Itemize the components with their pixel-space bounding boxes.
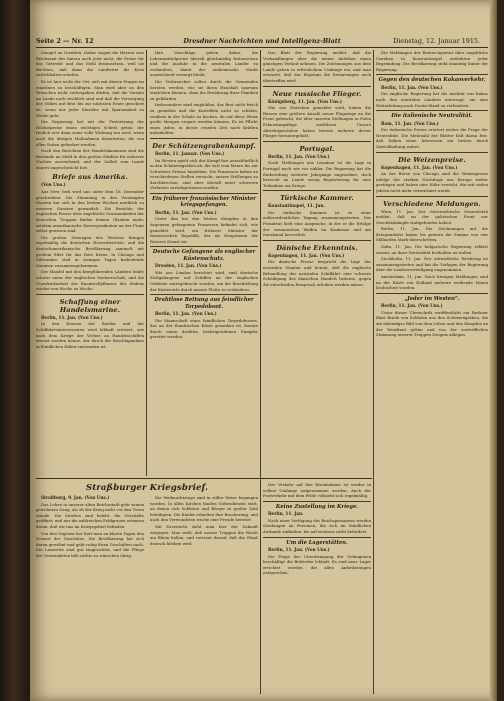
news-item: Sofia, 11. Jan. Die bulgarische Regierung erklärt erneut, an ihrer Neutralität festhalten zu wollen. (376, 244, 488, 255)
section-rule (150, 138, 258, 139)
article-paragraph: Es ist hier nicht der Ort, sich mit diesen Fragen im einzelnen zu beschäftigen. Man wird aber an den Tatsachen nicht vorbeigehen dürfen, daß die Vorräte im Lande noch reichlich sind und daß die Versorgung des Volkes mit Brot bis zur nächsten Ernte gesichert ist, wenn nur jeder Einzelne mit Sparsamkeit zu Werke geht. (36, 78, 144, 118)
dateline: Berlin, 11. Jan. (Von Uns.) (381, 303, 443, 309)
section-rule (376, 152, 488, 153)
page-edge (490, 0, 497, 701)
article-paragraph: Das Leben in unserer alten Reichsstadt geht seinen gewohnten Gang, als ob der Krieg nicht vor den Toren stünde. Die Straßen sind belebt, die Geschäfte geöffnet, und nur die zahlreichen Feldgrauen erinnern daran, daß wir uns im Kriegsgebiet befinden. (36, 501, 144, 529)
dateline: Berlin, 11. Jan. (Von Uns.) (155, 311, 217, 317)
section-rule (263, 86, 371, 87)
article-paragraph: Aus New York wird uns unter dem 18. Dezember geschrieben: Die Stimmung in den Vereinigten Staaten hat sich in den letzten Wochen merklich zu unseren Gunsten gewandelt. Die Berichte der englischen Presse über angebliche Grausamkeiten der deutschen Truppen finden keinen Glauben mehr, seitdem amerikanische Korrespondenten an der Front selbst gewesen sind. (36, 189, 144, 234)
dateline: (Von Uns.) (41, 182, 66, 188)
dateline: Königsberg, 11. Jan. (Von Uns.) (268, 98, 342, 104)
article-paragraph: Ihre Vorschläge gehen dahin, die Lebensmittelpreise überall gleichmäßig festzusetzen und die Ausfuhr in die neutralen Länder zu verhindern, damit der einheimische Markt ausreichend versorgt bleibt. (150, 50, 258, 78)
article-paragraph: Nach Meldungen aus Lissabon ist die Lage in Portugal nach wie vor unklar. Die Regierung hat die Einberufung weiterer Jahrgänge angeordnet, doch herrscht im Lande wenig Begeisterung für eine Teilnahme am Kriege. (263, 160, 371, 188)
section-rule (36, 294, 144, 295)
running-head (36, 36, 488, 48)
article-paragraph: An der Börse von Chicago sind die Weizenpreise infolge der starken Nachfrage aus Europa weiter gestiegen und haben eine Höhe erreicht, die seit vielen Jahren nicht mehr verzeichnet wurde. (376, 171, 488, 193)
article-paragraph: Im Westen spielt sich der Kampf fast ausschließlich in den Schützengräben ab, die sich vom Meere bis zur Schweizer Grenze hinziehen. Die Franzosen haben an verschiedenen Stellen versucht, unsere Stellungen zu durchbrechen, sind aber überall unter schweren Verlusten zurückgewiesen worden. (150, 157, 258, 191)
column-d (376, 50, 488, 696)
dateline: Rom, 11. Jan. (Von Uns.) (381, 120, 439, 126)
page-number: Seite 2 — Nr. 12 (36, 37, 94, 45)
article-paragraph: Insbesondere wird empfohlen, das Brot nicht frisch zu genießen und die Kartoffeln nicht zu schälen, sondern in der Schale zu kochen, da auf diese Weise große Mengen erspart werden können. Es ist Pflicht eines jeden, in dieser ernsten Zeit nach Kräften mitzuhelfen. (150, 102, 258, 136)
article-headline: Der Schützengrabenkampf. (152, 141, 256, 150)
article-paragraph: Mangel an Vorräten. Daher wagen die Herren vom Reichsamt des Innern auch jetzt nicht, die Preise für das Getreide und das Mehl festzusetzen, weil sie fürchten, daß dann die Landwirte ihr Korn zurückhalten würden. (36, 50, 144, 78)
article-paragraph: Nach den Berichten der Handelskammern sind die Bestände an Mehl in den großen Städten für mehrere Wochen ausreichend, und der Zufluß vom Lande dauert ungeschwächt fort. (36, 148, 144, 170)
section-rule (263, 537, 371, 538)
article-paragraph: Unter dieser Überschrift veröffentlicht ein Berliner Blatt Briefe von Soldaten aus den Schützengräben, die ein lebendiges Bild von dem Leben und den Kämpfen an der Westfront geben und von der vortrefflichen Stimmung unserer Truppen Zeugnis ablegen. (376, 309, 488, 338)
dateline: Kopenhagen, 11. Jan. (Von Uns.) (268, 252, 345, 258)
article-paragraph: Die großen Zeitungen des Westens bringen regelmäßig die deutschen Heeresberichte, und die deutschamerikanische Bevölkerung sammelt mit großem Eifer für das Rote Kreuz. In Chicago und Milwaukee sind in wenigen Tagen bedeutende Summen zusammengekommen. (36, 234, 144, 268)
section-rule (263, 240, 371, 241)
column-divider (146, 50, 147, 476)
dateline: Berlin, 11. Jan. (Von Uns.) (268, 153, 330, 159)
article-paragraph: Die dänische Presse bespricht die Lage der neutralen Staaten und betont, daß die englische Behandlung der neutralen Schiffahrt eine schwere Schädigung des dänischen Handels bedeute, gegen die entschieden Einspruch erhoben werden müsse. (263, 259, 371, 287)
article-headline: Gegen den deutschen Kakaoverkehr. (378, 77, 486, 84)
article-paragraph: Unter den bei den letzten Kämpfen in den Argonnen gefangenen Franzosen befindet sich, wie gemeldet wird, ein früherer Minister der französischen Republik, der als Hauptmann der Reserve Dienst tat. (150, 216, 258, 244)
dateline: Berlin, 11. Jan. (Von Uns.) (155, 209, 217, 215)
article-headline: Keine Zustellung im Kriege. (275, 503, 359, 510)
dateline: Kopenhagen, 11. Jan. (Von Uns.) (381, 164, 458, 170)
article-paragraph: Die englische Regierung hat die Ausfuhr von Kakao nach den neutralen Ländern untersagt, um eine Weiterleitung nach Deutschland zu verhindern. (376, 91, 488, 108)
article-paragraph: Die Verbraucher sollen durch die Gemeinden beraten werden, wie sie ihren Haushalt sparsam einrichten können, ohne die Ernährung ihrer Familien zu gefährden. (150, 78, 258, 101)
dateline: Berlin, 11. Jan. (Von Uns.) (41, 314, 103, 320)
article-paragraph: Die Weihnachtstage sind in stiller Weise begangen worden. In allen Kirchen fanden Gottesdienste statt, an denen sich Soldaten und Bürger in großer Zahl beteiligten. Die Kinder erhielten ihre Bescherung, und auch den Verwundeten wurde eine Freude bereitet. (150, 495, 258, 523)
section-rule (376, 74, 488, 75)
dateline: Berlin, 11. Jan. (Von Uns.) (268, 546, 330, 552)
article-paragraph: Das Blatt der Regierung meldet, daß die Verhandlungen über die neuen Anleihen einen günstigen Verlauf nehmen. Die Zeichnungen aus dem Lande gehen in erfreulichem Umfange ein, und man erwartet, daß das Ergebnis die Erwartungen noch übertreffen wird. (263, 50, 371, 83)
issue-date: Dienstag, 12. Januar 1915. (393, 37, 480, 45)
column-a (36, 50, 144, 476)
article-headline: Briefe aus Amerika. (52, 173, 128, 182)
article-paragraph: Die italienische Presse erörtert weiter die Frage der Neutralität. Die Mehrzahl der Blätter hält daran fest, daß Italien seine Interessen am besten durch Zurückhaltung wahre. (376, 127, 488, 149)
dateline: Berlin, 11. Jan. (268, 511, 304, 517)
section-rule (376, 110, 488, 111)
article-headline: Drahtlose Rettung aus feindlicher Torpedoboot. (154, 297, 254, 310)
news-item: Wien, 11. Jan. Der österreichische Generalstab meldet, daß an der galizischen Front nur Geschützkämpfe stattgefunden haben. (376, 208, 488, 225)
section-rule (150, 294, 258, 295)
article-headline: Deutsche Gefangene als englischer Küstenschutz. (152, 249, 256, 262)
dateline: Straßburg, 9. Jan. (Von Uns.) (41, 495, 110, 500)
article-headline: Portugal. (299, 144, 335, 153)
article-paragraph: Nach einer Verfügung des Reichspostamtes werden Sendungen an Personen, die sich im feindlichen Auslande aufhalten, bis auf weiteres nicht befördert. (263, 517, 371, 534)
article-headline: Dänische Erkenntnis. (276, 243, 358, 252)
article-headline: „Jeder im Westen“. (404, 295, 460, 302)
book-spine (0, 0, 30, 701)
dateline: Berlin, 11. Januar. (Von Uns.) (155, 150, 225, 156)
section-rule (263, 501, 371, 502)
news-item: Amsterdam, 11. Jan. Nach hiesigen Meldungen sind an der Küste von Holland mehrere treibende Minen beobachtet worden. (376, 274, 488, 291)
article-paragraph: Wie aus London berichtet wird, sind deutsche Zivilgefangene auf Schiffen an der englischen Ostküste untergebracht worden, um die Beschießung der Küstenorte durch unsere Flotte zu verhindern. (150, 269, 258, 292)
article-headline: Um die Lagerstätten. (286, 539, 348, 546)
section-rule (263, 141, 371, 142)
article-paragraph: Die Frage der Unterbringung der Gefangenen beschäftigt die Behörden lebhaft. Es sind neue Lager errichtet worden, die allen Anforderungen entsprechen. (263, 553, 371, 576)
section-rule (376, 293, 488, 294)
article-paragraph: Die türkische Kammer ist zu einer außerordentlichen Tagung zusammengetreten. Der Präsident hielt eine Ansprache, in der er die Erfolge der osmanischen Waffen im Kaukasus und am Suezkanal hervorhob. (263, 209, 371, 238)
column-divider (373, 50, 374, 694)
section-rule (376, 196, 488, 197)
column-c (263, 50, 371, 476)
dateline: Berlin, 11. Jan. (Von Uns.) (381, 84, 443, 90)
article-headline: Die italienische Neutralität. (391, 113, 473, 120)
newspaper-page (30, 0, 497, 701)
article-paragraph: In den Kreisen der Reeder und der Schiffahrtsinteressenten wird lebhaft erörtert, wie nach dem Kriege der Verlust an Handelsschiffen ersetzt werden könne, der durch die Beschlagnahme in feindlichen Häfen entstanden ist. (36, 321, 144, 349)
article-paragraph: Die Mannschaft eines feindlichen Torpedobootes, das an der flandrischen Küste gesunken ist, konnte durch einen drahtlos herbeigerufenen Dampfer gerettet werden. (150, 317, 258, 340)
column-b (150, 50, 258, 476)
horizontal-rule (36, 478, 372, 479)
article-paragraph: Mit Zuversicht sieht man hier der Zukunft entgegen. Man weiß, daß unsere Truppen die Wacht am Rhein halten, und vertraut darauf, daß das Elsaß deutsch bleiben wird. (150, 523, 258, 546)
news-item: Stockholm, 11. Jan. Der schwedische Reichstag ist zusammengetreten und hat die Vorlagen der Regierung über die Landesverteidigung angenommen. (376, 256, 488, 273)
section-rule (150, 193, 258, 194)
article-paragraph: Die Meldungen der Reuter-Agentur über angebliche Unruhen in Konstantinopel entbehren jeder Begründung. Die Bevölkerung steht einmütig hinter der Regierung. (376, 50, 488, 72)
column-divider (260, 50, 261, 694)
article-headline: Ein früherer französischer Minister kriegsgefangen. (152, 196, 256, 209)
dateline: Dresden, 11. Jan. (Von Uns.) (155, 263, 222, 269)
article-headline: Türkische Kammer. (280, 194, 354, 203)
article-headline: Die Weizenpreise. (398, 155, 466, 164)
article-paragraph: Der Verkehr auf den Eisenbahnen ist wieder in vollem Umfange aufgenommen worden. Auch der Postverkehr mit dem Felde vollzieht sich regelmäßig. (263, 482, 371, 499)
article-headline: Verschiedene Meldungen. (383, 199, 481, 208)
news-item: Berlin, 11. Jan. Die Zeichnungen auf die Kriegsanleihe haben bis gestern die Summe von vier Milliarden Mark überschritten. (376, 226, 488, 243)
article-headline: Neue russische Flieger. (272, 89, 362, 98)
feature-article (36, 482, 258, 694)
article-paragraph: Der Handel mit den kriegführenden Ländern leidet schwer unter der englischen Seeherrschaft, und die Unzufriedenheit der Baumwollpflanzer des Südens wächst von Woche zu Woche. (36, 269, 144, 292)
section-rule (150, 246, 258, 247)
article-headline: Schaffung einer Handelsmarine. (59, 297, 121, 314)
feature-headline: Straßburger Kriegsbrief. (85, 483, 209, 493)
article-paragraph: Die Regierung hat mit der Festsetzung der Höchstpreise einen wichtigen Schritt getan, der freilich erst dann seine volle Wirkung tun wird, wenn auch die übrigen Maßnahmen hinzutreten, die von allen Seiten gefordert werden. (36, 119, 144, 147)
article-paragraph: Wie aus Warschau gemeldet wird, haben die Russen eine größere Anzahl neuer Flugzeuge an die Front gebracht, die über unseren Stellungen in Polen Erkundungsflüge ausführen. Unsere Abwehrgeschütze haben bereits mehrere dieser Flieger heruntergeholt. (263, 105, 371, 139)
dateline: Konstantinopel, 11. Jan. (268, 203, 325, 209)
newspaper-name: Dresdner Nachrichten und Intelligenz-Blatt (183, 37, 341, 45)
column-c-lower (263, 482, 371, 694)
section-rule (263, 190, 371, 191)
article-paragraph: Von den Vogesen her hört man an klaren Tagen den Donner der Geschütze. Die Bevölkerung hat sich daran gewöhnt und geht ruhig ihren Geschäften nach. Die Lazarette sind gut eingerichtet, und die Pflege der Verwundeten läßt nichts zu wünschen übrig. (36, 530, 144, 558)
